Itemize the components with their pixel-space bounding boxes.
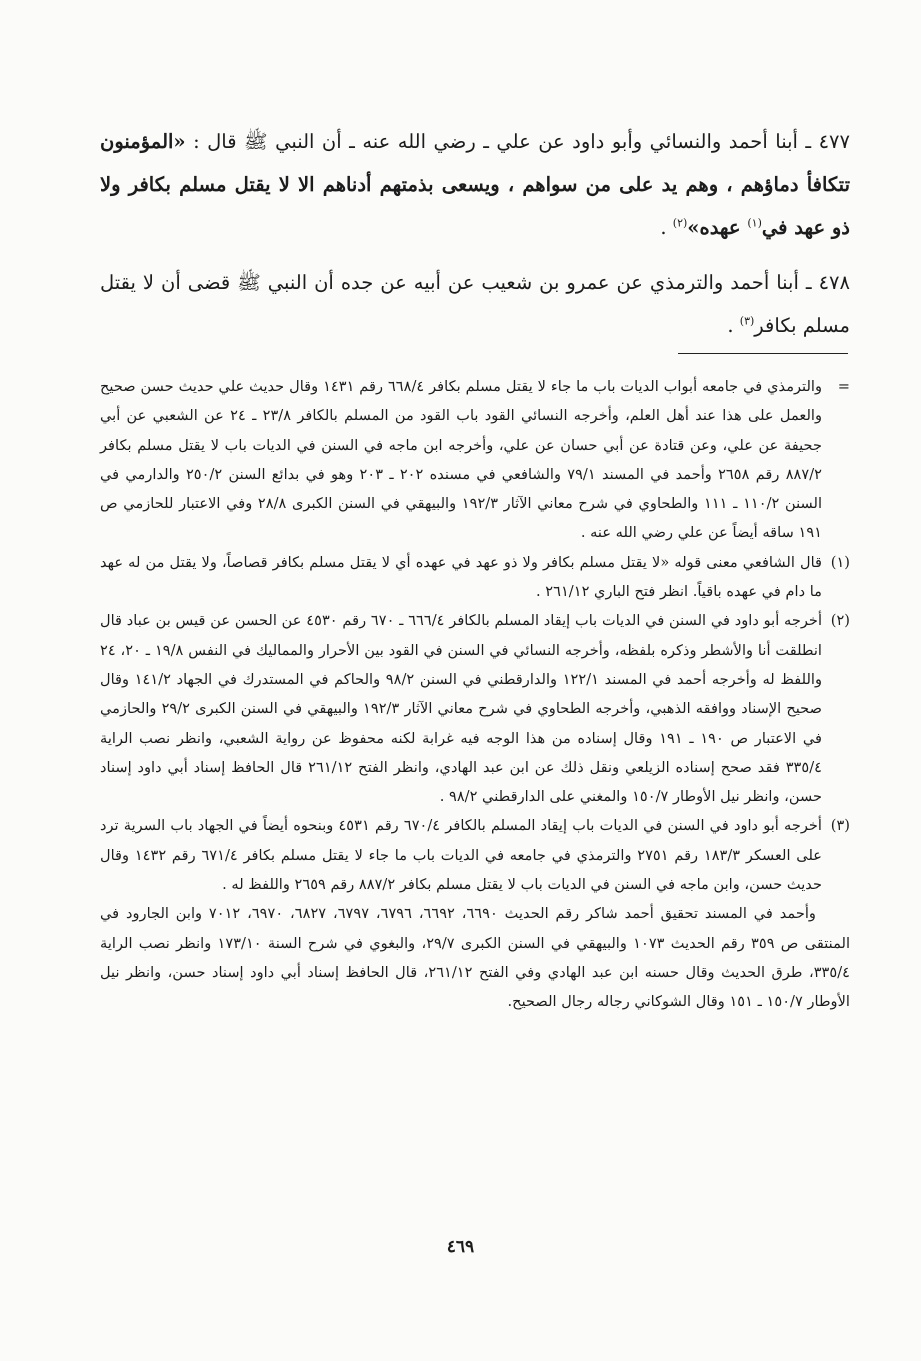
footnote-2 (100, 606, 850, 811)
footnote-ref-3: (٣) (739, 314, 755, 328)
hadith-477-quote: «المؤمنون تتكافأ دماؤهم ، وهم يد على من سواهم ، ويسعى بذمتهم أدناهم الا لا يقتل مسلم بكافر ولا ذو عهد في (100, 130, 850, 239)
footnote-text: أخرجه أبو داود في السنن في الديات باب إيقاد المسلم بالكافر ٦٧٠/٤ رقم ٤٥٣١ وبنحوه أيضاً في الجهاد باب السرية ترد على العسكر ١٨٣/٣ رقم ٢٧٥١ والترمذي في جامعه في الديات باب ما جاء لا يقتل مسلم بكافر ٦٧١/٤ رقم ١٤٣٢ وقال حديث حسن، وابن ماجه في السنن في الديات باب لا يقتل مسلم بكافر ٨٨٧/٢ رقم ٢٦٥٩ واللفظ له . (100, 817, 823, 894)
hadith-477 (100, 120, 850, 249)
footnote-1 (100, 548, 850, 607)
footnote-ref-1: (١) (747, 216, 762, 230)
hadith-478 (100, 261, 850, 347)
hadith-477-quote-end: عهده» (687, 216, 748, 239)
hadith-478-text: ٤٧٨ ـ أبنا أحمد والترمذي عن عمرو بن شعيب عن أبيه عن جده أن النبي ﷺ قضى أن لا يقتل مسلم بكافر (100, 271, 850, 337)
footnote-mark: = (837, 378, 850, 395)
footnotes (100, 372, 850, 1017)
footnote-mark: (١) (830, 553, 850, 571)
hadith-478-tail: . (727, 314, 740, 337)
footnote-divider (678, 353, 848, 354)
main-text (100, 120, 850, 359)
footnote-mark: (٢) (830, 612, 850, 630)
footnote-ref-2: (٢) (672, 216, 688, 230)
page-number: ٤٦٩ (446, 1237, 475, 1257)
footnote-3-continuation: وأحمد في المسند تحقيق أحمد شاكر رقم الحديث ٦٦٩٠، ٦٦٩٢، ٦٧٩٦، ٦٧٩٧، ٦٨٢٧، ٦٩٧٠، ٧٠١٢ وابن الجارود في المنتقى ص ٣٥٩ رقم الحديث ١٠٧٣ والبيهقي في السنن الكبرى ٢٩/٧، والبغوي في شرح السنة ١٧٣/١٠ وانظر نصب الراية ٣٣٥/٤، طرق الحديث وقال حسنه ابن عبد الهادي وفي الفتح ٢٦١/١٢، قال الحافظ إسناد أبي داود إسناد حسن، وانظر نيل الأوطار ١٥٠/٧ ـ ١٥١ وقال الشوكاني رجاله رجال الصحيح. (100, 905, 851, 1011)
footnote-continued (100, 372, 850, 548)
footnote-text: والترمذي في جامعه أبواب الديات باب ما جاء لا يقتل مسلم بكافر ٦٦٨/٤ رقم ١٤٣١ وقال حديث علي حديث حسن صحيح والعمل على هذا عند أهل العلم، وأخرجه النسائي القود باب القود من المسلم بالكافر ٢٣/٨ ـ ٢٤ عن الشعبي عن أبي جحيفة عن علي، وعن قتادة عن أبي حسان عن علي، وأخرجه ابن ماجه في السنن في الديات باب لا يقتل مسلم بكافر ٨٨٧/٢ رقم ٢٦٥٨ وأحمد في المسند ٧٩/١ والشافعي في مسنده ٢٠٢ ـ ٢٠٣ وهو في بدائع السنن ٢٥٠/٢ والدارمي في السنن ١١٠/٢ ـ ١١١ والطحاوي في شرح معاني الآثار ١٩٢/٣ والبيهقي في السنن الكبرى ٢٨/٨ وفي الاعتبار للحازمي ص ١٩١ ساقه أيضاً عن علي رضي الله عنه . (100, 378, 823, 542)
footnote-text: أخرجه أبو داود في السنن في الديات باب إيقاد المسلم بالكافر ٦٦٦/٤ ـ ٦٧٠ رقم ٤٥٣٠ عن الحسن عن قيس بن عباد قال انطلقت أنا والأشطر وذكره بلفظه، وأخرجه النسائي في السنن في القود بين الأحرار والمماليك في النفس ١٩/٨ ـ ٢٠، ٢٤ واللفظ له وأخرجه أحمد في المسند ١٢٢/١ والدارقطني في السنن ٩٨/٢ والحاكم في المستدرك في الجهاد ١٤١/٢ وقال صحيح الإسناد ووافقه الذهبي، وأخرجه الطحاوي في شرح معاني الآثار ١٩٢/٣ والبيهقي في السنن الكبرى ٢٩/٢ والحازمي في الاعتبار ص ١٩٠ ـ ١٩١ وقال إسناده من هذا الوجه فيه غرابة لكنه محفوظ عن رواية الشعبي، وانظر نصب الراية ٣٣٥/٤ فقد صحح إسناده الزيلعي ونقل ذلك عن ابن عبد الهادي، وانظر الفتح ٢٦١/١٢ قال الحافظ إسناد أبي داود إسناد حسن، وانظر نيل الأوطار ١٥٠/٧ والمغني على الدارقطني ٩٨/٢ . (100, 612, 823, 806)
footnote-text: قال الشافعي معنى قوله «لا يقتل مسلم بكافر ولا ذو عهد في عهده أي لا يقتل مسلم بكافر قصاصاً، ولا يقتل من له عهد ما دام في عهده باقياً. انظر فتح الباري ٢٦١/١٢ . (100, 553, 822, 601)
hadith-477-intro: ٤٧٧ ـ أبنا أحمد والنسائي وأبو داود عن علي ـ رضي الله عنه ـ أن النبي ﷺ قال : (185, 130, 850, 153)
footnote-mark: (٣) (830, 817, 850, 835)
hadith-477-tail: . (660, 216, 673, 239)
footnote-3 (100, 811, 850, 899)
